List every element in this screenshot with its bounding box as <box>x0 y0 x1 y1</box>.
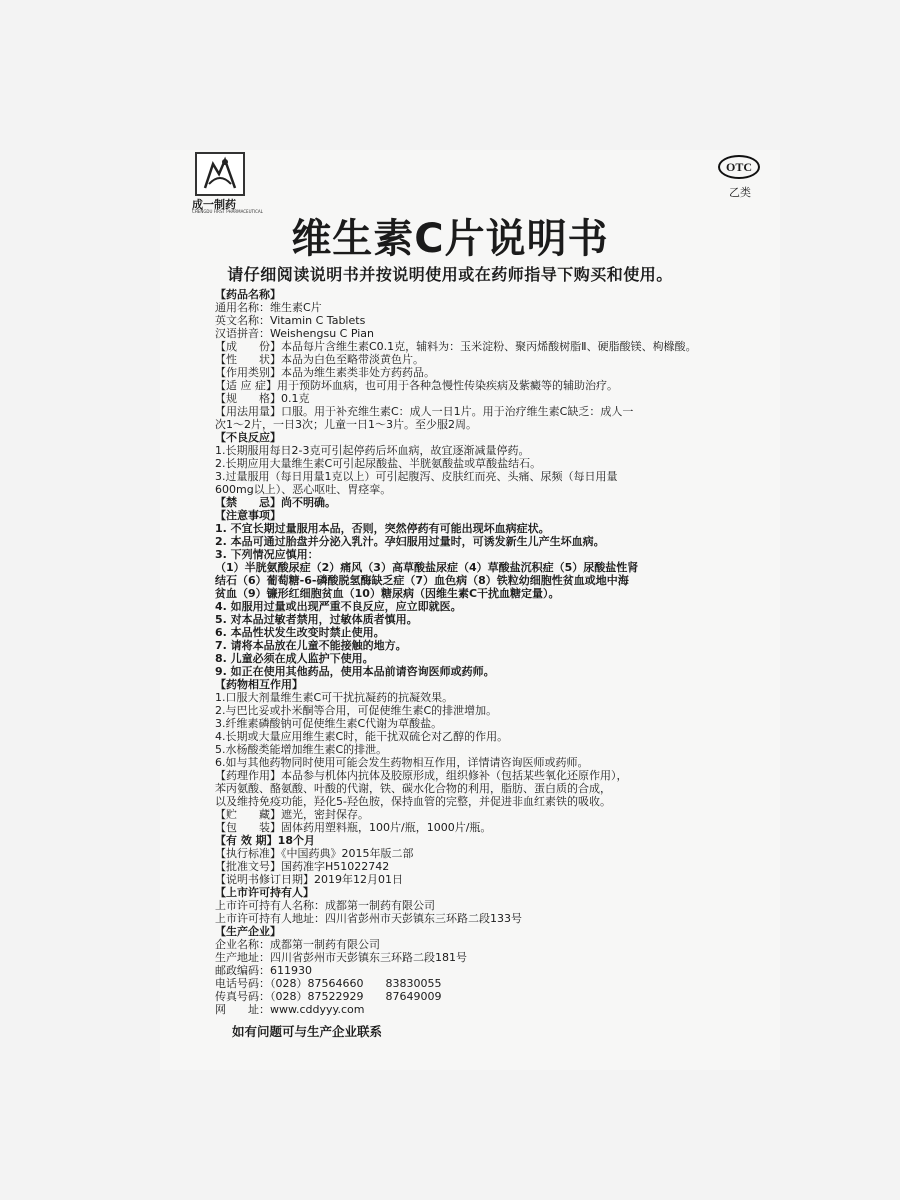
logo-emblem-icon <box>195 152 245 196</box>
text-line: 6.如与其他药物同时使用可能会发生药物相互作用，详情请咨询医师或药师。 <box>215 756 589 769</box>
text-line: 1.口服大剂量维生素C可干扰抗凝药的抗凝效果。 <box>215 691 454 704</box>
text-line: 【药品名称】 <box>215 288 281 301</box>
text-line: 8. 儿童必须在成人监护下使用。 <box>215 652 374 665</box>
text-line: 3. 下列情况应慎用： <box>215 548 319 561</box>
logo-subtext: CHENGDU FIRST PHARMACEUTICAL <box>192 209 263 214</box>
text-line: 2. 本品可通过胎盘并分泌入乳汁。孕妇服用过量时，可诱发新生儿产生坏血病。 <box>215 535 605 548</box>
text-line: 企业名称：成都第一制药有限公司 <box>215 938 380 951</box>
company-logo <box>192 152 263 214</box>
logo-text: 成一制药 <box>192 198 236 211</box>
text-line: 【作用类别】本品为维生素类非处方药药品。 <box>215 366 435 379</box>
text-line: 上市许可持有人名称：成都第一制药有限公司 <box>215 899 435 912</box>
text-line: 【用法用量】口服。用于补充维生素C：成人一日1片。用于治疗维生素C缺乏：成人一 <box>215 405 634 418</box>
text-line: 以及维持免疫功能，羟化5-羟色胺，保持血管的完整，并促进非血红素铁的吸收。 <box>215 795 611 808</box>
text-line: 【贮 藏】遮光，密封保存。 <box>215 808 369 821</box>
text-line: （1）半胱氨酸尿症（2）痛风（3）高草酸盐尿症（4）草酸盐沉积症（5）尿酸盐性肾 <box>215 561 639 574</box>
text-line: 2.与巴比妥或扑米酮等合用，可促使维生素C的排泄增加。 <box>215 704 498 717</box>
text-line: 【执行标准】《中国药典》2015年版二部 <box>215 847 414 860</box>
text-line: 通用名称：维生素C片 <box>215 301 322 314</box>
text-line: 【药理作用】本品参与机体内抗体及胶原形成，组织修补（包括某些氧化还原作用）， <box>215 769 628 782</box>
document-subtitle: 请仔细阅读说明书并按说明使用或在药师指导下购买和使用。 <box>227 265 673 284</box>
text-line: 【上市许可持有人】 <box>215 886 314 899</box>
text-line: 【成 份】本品每片含维生素C0.1克，辅料为：玉米淀粉、聚丙烯酸树脂Ⅱ、硬脂酸镁、枸橼酸。 <box>215 340 697 353</box>
text-line: 电话号码：（028）87564660 83830055 <box>215 977 442 990</box>
text-line: 次1～2片，一日3次；儿童一日1～3片。至少服2周。 <box>215 418 477 431</box>
text-line: 英文名称：Vitamin C Tablets <box>215 314 366 327</box>
otc-badge: OTC <box>718 155 760 179</box>
text-line: 【注意事项】 <box>215 509 281 522</box>
text-line: 1. 不宜长期过量服用本品，否则，突然停药有可能出现坏血病症状。 <box>215 522 550 535</box>
text-line: 汉语拼音：Weishengsu C Pian <box>215 327 375 340</box>
text-line: 4. 如服用过量或出现严重不良反应，应立即就医。 <box>215 600 462 613</box>
text-line: 【生产企业】 <box>215 925 281 938</box>
contact-note: 如有问题可与生产企业联系 <box>232 1024 383 1039</box>
text-line: 【适 应 症】用于预防坏血病，也可用于各种急慢性传染疾病及紫癜等的辅助治疗。 <box>215 379 618 392</box>
text-line: 7. 请将本品放在儿童不能接触的地方。 <box>215 639 407 652</box>
text-line: 【药物相互作用】 <box>215 678 303 691</box>
text-line: 【禁 忌】尚不明确。 <box>215 496 336 509</box>
text-line: 邮政编码：611930 <box>215 964 312 977</box>
text-line: 4.长期或大量应用维生素C时，能干扰双硫仑对乙醇的作用。 <box>215 730 509 743</box>
text-line: 【批准文号】国药准字H51022742 <box>215 860 390 873</box>
text-line: 【规 格】0.1克 <box>215 392 310 405</box>
otc-class-label: 乙类 <box>729 186 751 199</box>
text-line: 上市许可持有人地址：四川省彭州市天彭镇东三环路二段133号 <box>215 912 522 925</box>
text-line: 3.纤维素磷酸钠可促使维生素C代谢为草酸盐。 <box>215 717 443 730</box>
text-line: 【有 效 期】18个月 <box>215 834 315 847</box>
text-line: 传真号码：（028）87522929 87649009 <box>215 990 442 1003</box>
text-line: 6. 本品性状发生改变时禁止使用。 <box>215 626 385 639</box>
text-line: 3.过量服用（每日用量1克以上）可引起腹泻、皮肤红而亮、头痛、尿频（每日用量 <box>215 470 618 483</box>
text-line: 600mg以上）、恶心呕吐、胃痉挛。 <box>215 483 392 496</box>
text-line: 结石（6）葡萄糖-6-磷酸脱氢酶缺乏症（7）血色病（8）铁粒幼细胞性贫血或地中海 <box>215 574 629 587</box>
document-title: 维生素C片说明书 <box>291 216 609 262</box>
text-line: 9. 如正在使用其他药品，使用本品前请咨询医师或药师。 <box>215 665 495 678</box>
text-line: 苯丙氨酸、酪氨酸、叶酸的代谢，铁、碳水化合物的利用，脂肪、蛋白质的合成， <box>215 782 611 795</box>
text-line: 【包 装】固体药用塑料瓶，100片/瓶，1000片/瓶。 <box>215 821 492 834</box>
text-line: 【性 状】本品为白色至略带淡黄色片。 <box>215 353 424 366</box>
text-line: 生产地址：四川省彭州市天彭镇东三环路二段181号 <box>215 951 467 964</box>
text-line: 2.长期应用大量维生素C可引起尿酸盐、半胱氨酸盐或草酸盐结石。 <box>215 457 542 470</box>
text-line: 5. 对本品过敏者禁用，过敏体质者慎用。 <box>215 613 418 626</box>
text-line: 【说明书修订日期】2019年12月01日 <box>215 873 403 886</box>
leaflet-body <box>215 288 760 1016</box>
text-line: 贫血（9）镰形红细胞贫血（10）糖尿病（因维生素C干扰血糖定量）。 <box>215 587 560 600</box>
text-line: 网 址：www.cddyyy.com <box>215 1003 365 1016</box>
text-line: 1.长期服用每日2-3克可引起停药后坏血病，故宜逐渐减量停药。 <box>215 444 530 457</box>
text-line: 【不良反应】 <box>215 431 281 444</box>
text-line: 5.水杨酸类能增加维生素C的排泄。 <box>215 743 388 756</box>
